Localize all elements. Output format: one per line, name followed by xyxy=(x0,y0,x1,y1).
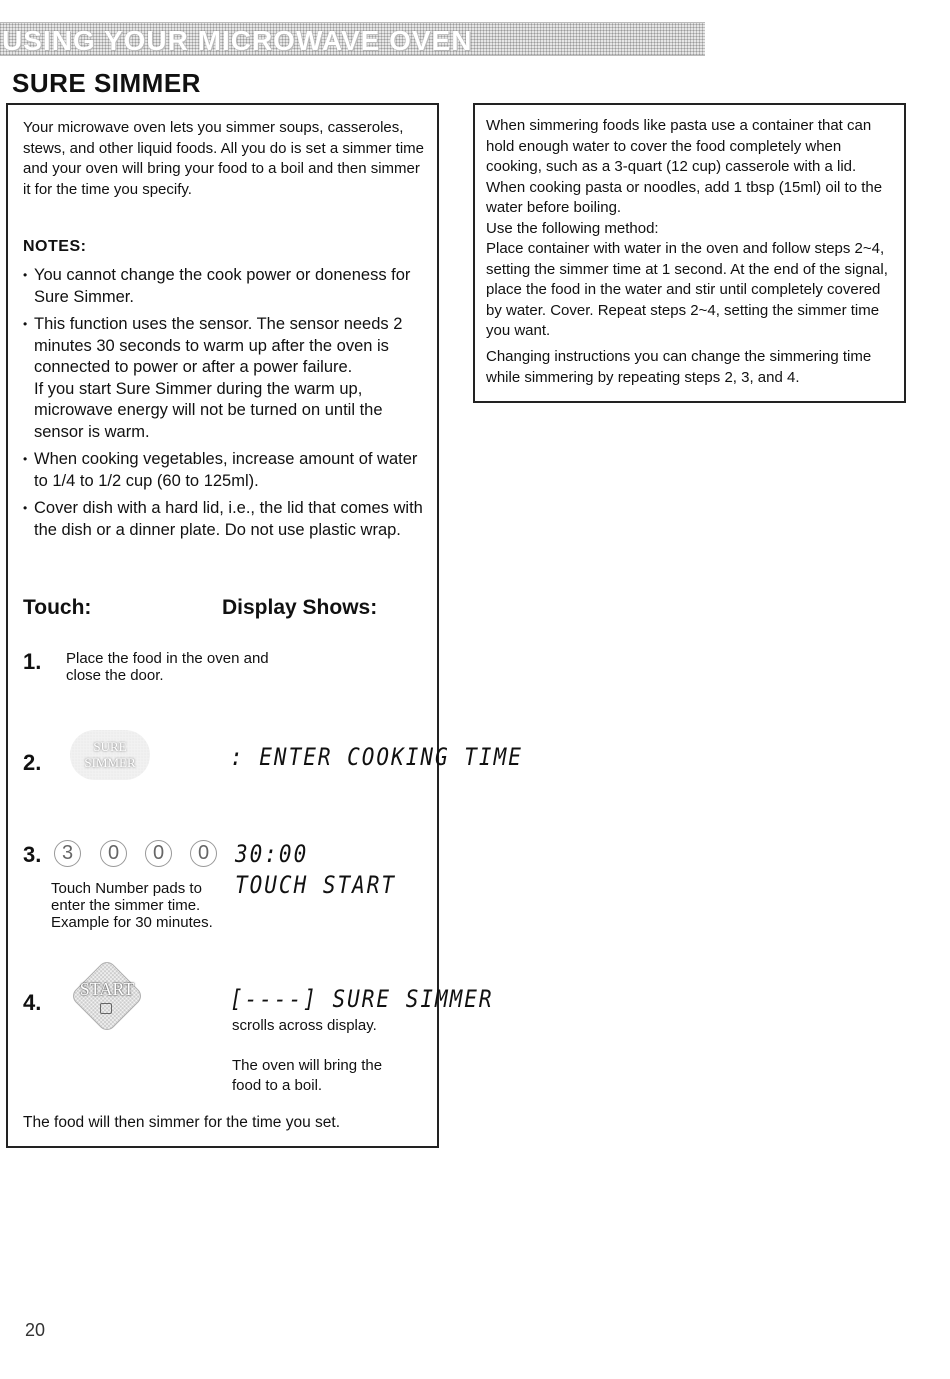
instructions-box xyxy=(6,103,523,1148)
display-sure-simmer: [----] SURE SIMMER xyxy=(230,985,494,1013)
note-item xyxy=(23,498,433,541)
step-1-number: 1. xyxy=(23,649,42,674)
section-banner xyxy=(0,22,705,56)
display-enter-cooking-time: : ENTER COOKING TIME xyxy=(230,743,523,771)
sure-simmer-button xyxy=(70,730,150,780)
step-1-text: Place the food in the oven and close the door. xyxy=(66,650,269,684)
page-title: SURE SIMMER xyxy=(12,68,201,98)
number-pad-0: 0 xyxy=(100,840,127,867)
page-number: 20 xyxy=(25,1320,46,1340)
start-button xyxy=(64,965,150,1029)
note-text: When cooking vegetables, increase amount of water to 1/4 to 1/2 cup (60 to 125ml). xyxy=(34,450,418,490)
number-pad-0: 0 xyxy=(145,840,172,867)
step-2-number: 2. xyxy=(23,750,42,775)
note-item xyxy=(23,265,433,308)
notes-heading: NOTES: xyxy=(23,238,87,255)
note-text: Cover dish with a hard lid, i.e., the lid that comes with the dish or a dinner plate. Do not use plastic wrap. xyxy=(34,499,423,539)
number-pad-3: 3 xyxy=(54,840,81,867)
step-3-text: Touch Number pads to enter the simmer time. Example for 30 minutes. xyxy=(51,880,213,931)
method-heading: Use the following method: xyxy=(486,220,659,237)
step-4-text-2: The oven will bring the food to a boil. xyxy=(232,1057,383,1094)
step-4-text: scrolls across display. xyxy=(232,1017,377,1034)
pasta-tips-box xyxy=(473,103,906,403)
display-column-heading: Display Shows: xyxy=(222,596,378,619)
number-pad-0: 0 xyxy=(190,840,217,867)
banner-text: USING YOUR MICROWAVE OVEN xyxy=(2,25,473,56)
note-text-continued: If you start Sure Simmer during the warm up, microwave energy will not be turned on until the sensor is warm. xyxy=(34,379,383,441)
intro-paragraph: Your microwave oven lets you simmer soups, casseroles, stews, and other liquid foods. All you do is set a simmer time and your oven will bring your food to a boil and then simmer it for the time you specify. xyxy=(23,119,425,198)
sure-simmer-button-label: SURE SIMMER xyxy=(84,739,136,770)
note-item xyxy=(23,449,433,492)
step-4-number: 4. xyxy=(23,990,42,1015)
pasta-paragraph: When simmering foods like pasta use a container that can hold enough water to cover the food completely when cooking, such as a 3-quart (12 cup) casserole with a lid. When cooking pasta or noodles, add 1 tbsp (15ml) oil to the water before boiling. xyxy=(486,117,883,216)
note-text: You cannot change the cook power or doneness for Sure Simmer. xyxy=(34,266,411,306)
touch-column-heading: Touch: xyxy=(23,596,92,619)
footer-text: The food will then simmer for the time you set. xyxy=(23,1114,341,1131)
display-time: 30:00 xyxy=(235,840,309,868)
start-button-label: START xyxy=(79,979,135,999)
method-paragraph: Place container with water in the oven and follow steps 2~4, setting the simmer time at 1 second. At the end of the signal, place the food in the water and stir until completely covered by water. Cover. Repeat steps 2~4, setting the simmer time you want. xyxy=(486,240,888,339)
changing-instructions: Changing instructions you can change the simmering time while simmering by repeating steps 2, 3, and 4. xyxy=(486,348,872,386)
step-3-number: 3. xyxy=(23,842,42,867)
lock-icon xyxy=(100,1003,112,1014)
note-item xyxy=(23,314,433,443)
note-text: This function uses the sensor. The sensor needs 2 minutes 30 seconds to warm up after the oven is connected to power or after a power failure. xyxy=(34,315,403,376)
display-touch-start: TOUCH START xyxy=(235,871,397,899)
notes-list xyxy=(23,265,433,547)
